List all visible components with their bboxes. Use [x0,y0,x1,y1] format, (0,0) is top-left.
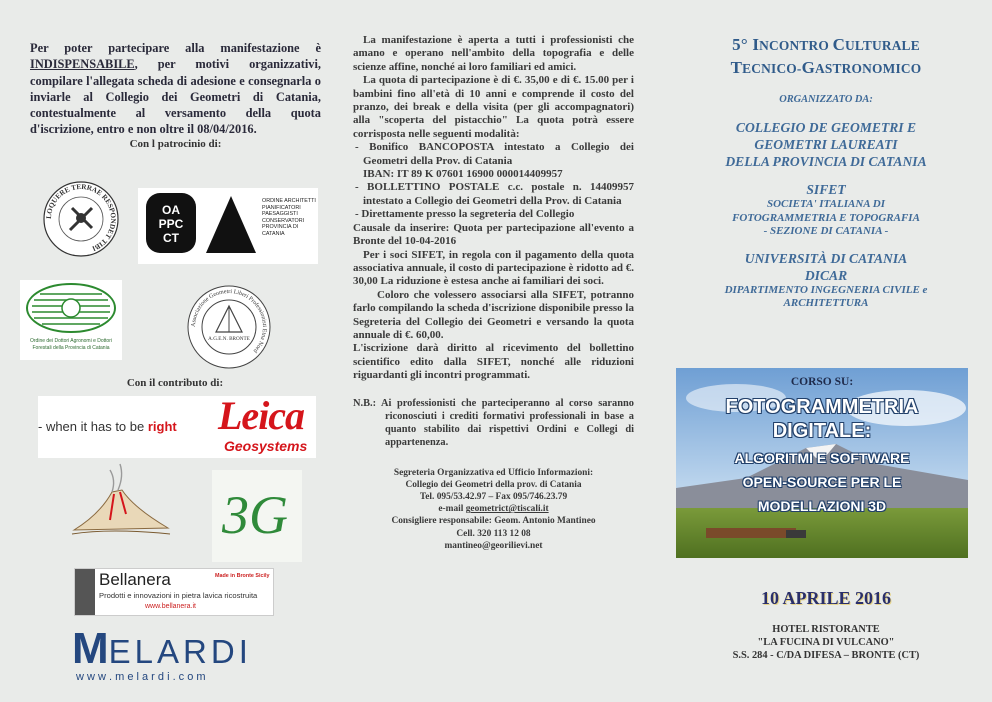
volcano-illustration [70,462,172,542]
bellanera-sub: Prodotti e innovazioni in pietra lavica ricostruita [99,591,258,600]
indispensabile-emphasis: INDISPENSABILE [30,57,135,72]
paragraph-iscrizione: L'iscrizione darà diritto al ricevimento del bollettino scientifico edito dalla SIFET, nonché alle riduzioni riguardanti gli incontri programmati. [353,342,634,382]
footer-phone: Tel. 095/53.42.97 – Fax 095/746.23.79 [419,491,568,502]
banner-corso: CORSO SU: [790,376,854,388]
bellanera-mark [75,569,95,615]
banner-subtitle-1: ALGORITMI E SOFTWARE [734,450,910,466]
agronomi-caption: Ordine dei Dottori Agronomi e Dottori Forestali della Provincia di Catania [30,338,112,351]
payment-causale: Causale da inserire: Quota per partecipazione all'evento a Bronte del 10-04-2016 [353,221,634,248]
footer-line: Consigliere responsabile: Geom. Antonio Mantineo [391,516,596,527]
collegio-geometri-logo [42,180,120,258]
melardi-url: w w w . m e l a r d i . c o m [76,671,206,683]
3g-logo [212,470,302,562]
organizer-collegio: COLLEGIO DE GEOMETRI E GEOMETRI LAUREATI DELLA PROVINCIA DI CATANIA [725,120,927,169]
leica-logo [38,393,316,458]
organizer-sifet: SIFET SOCIETA' ITALIANA DI FOTOGRAMMETRIA E TOPOGRAFIA - SEZIONE DI CATANIA - [732,182,920,237]
agen-bronte-logo [186,284,272,370]
3g-wordmark: 3G [222,485,288,545]
venue-block [660,623,992,662]
footer-line: Collegio dei Geometri della prov. di Catania [405,479,582,490]
banner-subtitle-2: OPEN-SOURCE PER LE [742,474,902,490]
footer-cell: Cell. 320 113 12 08 [456,528,531,539]
segreteria-footer [353,467,634,552]
banner-title-2: DIGITALE: [772,420,872,442]
paragraph-quota: La quota di partecipazione è di €. 35,00 e di €. 15.00 per i bambini fino all'età di 10 anni e comprende il costo del pranzo, dei break e della visita (per gli accompagnatori) alla "scoperta del pistacchio" La quota potrà essere corrisposta nelle seguenti modalità: [353,74,634,140]
footer-email-link[interactable]: geometrict@tiscali.it [465,504,549,515]
contributo-heading: Con il contributo di: [126,377,224,389]
svg-text:PPC: PPC [158,217,184,231]
paragraph-open-event: La manifestazione è aperta a tutti i professionisti che amano e operano nell'ambito della topografia e delle scienze affine, nonché ai loro familiari ed amici. [353,34,634,73]
participation-notice: Per poter partecipare alla manifestazione è INDISPENSABILE, per motivi organizzativi, compilare l'allegata scheda di adesione e consegnarla o inviarle al Collegio dei Geometri di Catania, contestualmente al versamento della quota d'iscrizione, entro e non oltre il 08/04/2016. [30,41,321,137]
paragraph-soci-sifet: Per i soci SIFET, in regola con il pagamento della quota associativa annuale, il costo di partecipazione è ridotto ad €. 30,00 La riduzione è estesa anche ai familiari dei soci. [353,248,634,288]
venue-line-1: HOTEL RISTORANTE [772,624,880,635]
bellanera-name: Bellanera [99,570,171,589]
bellanera-tag: Made in Bronte Sicily [215,573,270,579]
event-date-block [660,588,992,609]
patrocinio-heading: Con l patrocinio di: [129,137,222,150]
leica-geosystems: Geosystems [224,438,308,454]
organizer-universita: UNIVERSITÀ DI CATANIA DICAR DIPARTIMENTO INGEGNERIA CIVILE e ARCHITETTURA [724,250,928,309]
nb-crediti-formativi: N.B.: Ai professionisti che parteciperanno al corso saranno riconosciuti i crediti formativi professionali in base a quanto stabilito dai rispettivi Ordini e Collegi di appartenenza. [353,397,634,448]
oappc-logo [138,188,318,264]
event-date: 10 APRILE 2016 [760,588,892,608]
event-title: 5° INCONTRO CULTURALE TECNICO-GASTRONOMICO [730,35,922,77]
agen-ring-text: Associazione Geometri Liberi Professionisti Etna Nord [190,288,268,354]
terrae-ring-text: LOQUERE TERRAE RESPONDET TIBI [44,182,118,253]
agen-caption: A.G.E.N. BRONTE [208,336,250,342]
footer-email-contact[interactable]: mantineo@georilievi.net [444,540,543,551]
paragraph-associarsi: Coloro che volessero associarsi alla SIFET, potranno farlo compilando la scheda d'iscrizione disponibile presso la Segreteria del Collegio dei Geometri e versando la quota annuale di €. 60,00. [353,288,634,341]
organizzato-heading: ORGANIZZATO DA: [779,94,873,105]
melardi-wordmark: MELARDI [72,624,252,673]
payment-method-segreteria: - Direttamente presso la segreteria del Collegio [355,208,575,221]
banner-title-1: FOTOGRAMMETRIA [725,396,919,418]
payment-iban: IBAN: IT 89 K 07601 16900 000014409957 [363,168,563,181]
leica-wordmark: Leica [218,393,305,438]
leica-slogan: - when it has to be right [38,419,177,434]
bellanera-url: www.bellanera.it [145,603,196,610]
melardi-logo [72,624,282,688]
middle-column [335,0,660,702]
footer-email-line: e-mail geometrict@tiscali.it [438,504,549,515]
banner-subtitle-3: MODELLAZIONI 3D [757,498,887,514]
venue-line-3: S.S. 284 - C/DA DIFESA – BRONTE (CT) [732,650,920,661]
footer-line: Segreteria Organizzativa ed Ufficio Informazioni: [393,467,594,478]
bellanera-logo [74,568,274,616]
course-banner [676,368,968,558]
agronomi-logo [20,280,122,360]
venue-line-2: "LA FUCINA DI VULCANO" [757,637,895,648]
oappc-letters [138,188,139,189]
payment-method-bonifico: - Bonifico BANCOPOSTA intestato a Collegio dei Geometri della Prov. di Catania [355,141,634,167]
svg-text:OA: OA [162,203,180,217]
oappc-caption: ORDINE ARCHITETTI PIANIFICATORI PAESAGGISTI CONSERVATORI PROVINCIA DI CATANIA [262,198,316,237]
svg-text:CT: CT [163,231,179,245]
payment-method-bollettino: - BOLLETTINO POSTALE c.c. postale n. 14409957 intestato a Collegio dei Geometri della Prov. di Catania [355,181,634,207]
